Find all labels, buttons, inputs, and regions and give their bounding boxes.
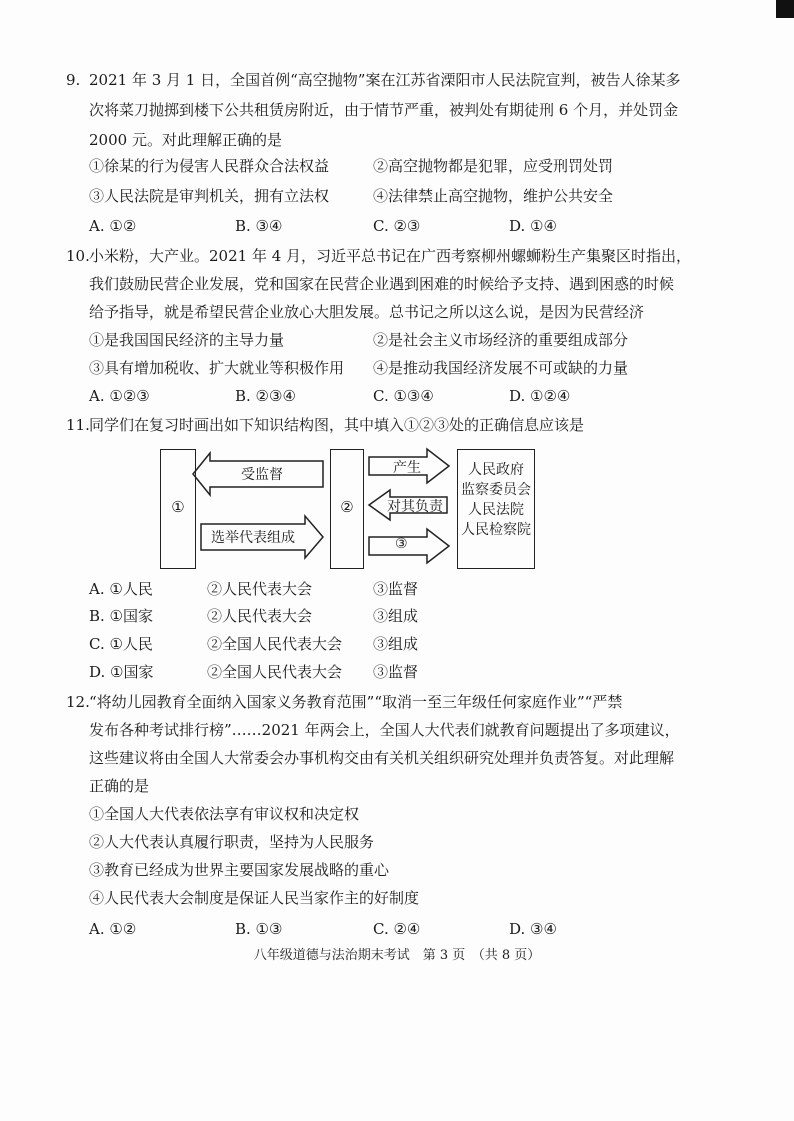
knowledge-structure-diagram [155, 447, 535, 572]
q10-option-a[interactable]: A. ①②③ [89, 387, 150, 405]
q9-statement-3: ③人民法院是审判机关，拥有立法权 [89, 187, 330, 205]
diagram-box-2 [330, 449, 364, 569]
q12-number: 12. [66, 693, 90, 711]
q11-option-d-2: ②全国人民代表大会 [207, 663, 343, 681]
q10-statement-2: ②是社会主义市场经济的重要组成部分 [373, 331, 629, 349]
q12-line-2: 发布各种考试排行榜”……2021 年两会上，全国人大代表们就教育问题提出了多项建议， [89, 721, 680, 739]
arrow-elect-label: 选举代表组成 [211, 530, 295, 546]
q10-statement-1: ①是我国国民经济的主导力量 [89, 331, 285, 349]
q9-number: 9. [66, 71, 81, 89]
q9-option-d[interactable]: D. ①④ [509, 217, 557, 235]
q10-option-b[interactable]: B. ②③④ [235, 387, 296, 405]
q12-statement-1: ①全国人大代表依法享有审议权和决定权 [89, 805, 360, 823]
q12-option-c[interactable]: C. ②④ [373, 920, 421, 938]
q12-line-4: 正确的是 [89, 777, 150, 795]
organ-1: 人民政府 [468, 462, 524, 478]
q10-option-c[interactable]: C. ①③④ [373, 387, 434, 405]
q12-statement-4: ④人民代表大会制度是保证人民当家作主的好制度 [89, 889, 420, 907]
arrow-3-label: ③ [395, 536, 408, 552]
arrow-responsible-label: 对其负责 [387, 499, 443, 515]
q10-number: 10. [66, 247, 90, 265]
q10-statement-4: ④是推动我国经济发展不可或缺的力量 [373, 359, 629, 377]
q11-option-c-3: ③组成 [373, 635, 419, 653]
q12-option-d[interactable]: D. ③④ [509, 920, 557, 938]
diagram-box-1-label: ① [171, 498, 185, 516]
q11-line-1: 同学们在复习时画出如下知识结构图，其中填入①②③处的正确信息应该是 [89, 416, 585, 434]
q9-line-1: 2021 年 3 月 1 日，全国首例“高空抛物”案在江苏省溧阳市人民法院宣判，被告人徐某多 [89, 71, 681, 89]
q12-statement-3: ③教育已经成为世界主要国家发展战略的重心 [89, 861, 390, 879]
arrow-supervised-label: 受监督 [241, 467, 283, 483]
arrow-3-shape [369, 529, 449, 563]
organ-4: 人民检察院 [461, 522, 531, 538]
q9-option-b[interactable]: B. ③④ [235, 217, 283, 235]
q9-line-2: 次将菜刀抛掷到楼下公共租赁房附近，由于情节严重，被判处有期徒刑 6 个月，并处罚金 [89, 101, 679, 119]
q9-statement-4: ④法律禁止高空抛物，维护公共安全 [373, 187, 614, 205]
q11-number: 11. [66, 416, 90, 434]
q11-option-b-3: ③组成 [373, 607, 419, 625]
q11-option-c-1: C. ①人民 [89, 635, 153, 653]
q12-line-3: 这些建议将由全国人大常委会办事机构交由有关机关组织研究处理并负责答复。对此理解 [89, 749, 675, 767]
arrow-produce-label: 产生 [393, 460, 421, 476]
q12-option-b[interactable]: B. ①③ [235, 920, 283, 938]
q11-option-d-1: D. ①国家 [89, 663, 154, 681]
q12-line-1: “将幼儿园教育全面纳入国家义务教育范围”“取消一至三年级任何家庭作业”“严禁 [89, 693, 623, 711]
q10-line-1: 小米粉，大产业。2021 年 4 月，习近平总书记在广西考察柳州螺蛳粉生产集聚区时指出， [89, 247, 692, 265]
diagram-organs-box [457, 449, 535, 569]
organ-3: 人民法院 [468, 502, 524, 518]
q9-line-3: 2000 元。对此理解正确的是 [89, 131, 282, 149]
q9-statement-2: ②高空抛物都是犯罪，应受刑罚处罚 [373, 157, 614, 175]
diagram-box-2-label: ② [340, 498, 354, 516]
q9-option-c[interactable]: C. ②③ [373, 217, 421, 235]
q9-statement-1: ①徐某的行为侵害人民群众合法权益 [89, 157, 330, 175]
q11-option-a-1: A. ①人民 [89, 580, 153, 598]
q10-option-d[interactable]: D. ①②④ [509, 387, 571, 405]
q11-option-b-1: B. ①国家 [89, 607, 154, 625]
q11-option-b-2: ②人民代表大会 [207, 607, 313, 625]
organ-2: 监察委员会 [461, 482, 531, 498]
q9-option-a[interactable]: A. ①② [89, 217, 137, 235]
q10-statement-3: ③具有增加税收、扩大就业等积极作用 [89, 359, 345, 377]
q11-option-d-3: ③监督 [373, 663, 419, 681]
q10-line-3: 给予指导，就是希望民营企业放心大胆发展。总书记之所以这么说，是因为民营经济 [89, 303, 645, 321]
q11-option-a-3: ③监督 [373, 580, 419, 598]
q12-option-a[interactable]: A. ①② [89, 920, 137, 938]
q12-statement-2: ②人大代表认真履行职责，坚持为人民服务 [89, 833, 375, 851]
page-footer: 八年级道德与法治期末考试 第 3 页 （共 8 页） [253, 948, 541, 963]
q11-option-a-2: ②人民代表大会 [207, 580, 313, 598]
q11-option-c-2: ②全国人民代表大会 [207, 635, 343, 653]
q10-line-2: 我们鼓励民营企业发展，党和国家在民营企业遇到困难的时候给予支持、遇到困惑的时候 [89, 275, 675, 293]
diagram-box-1 [160, 449, 196, 569]
